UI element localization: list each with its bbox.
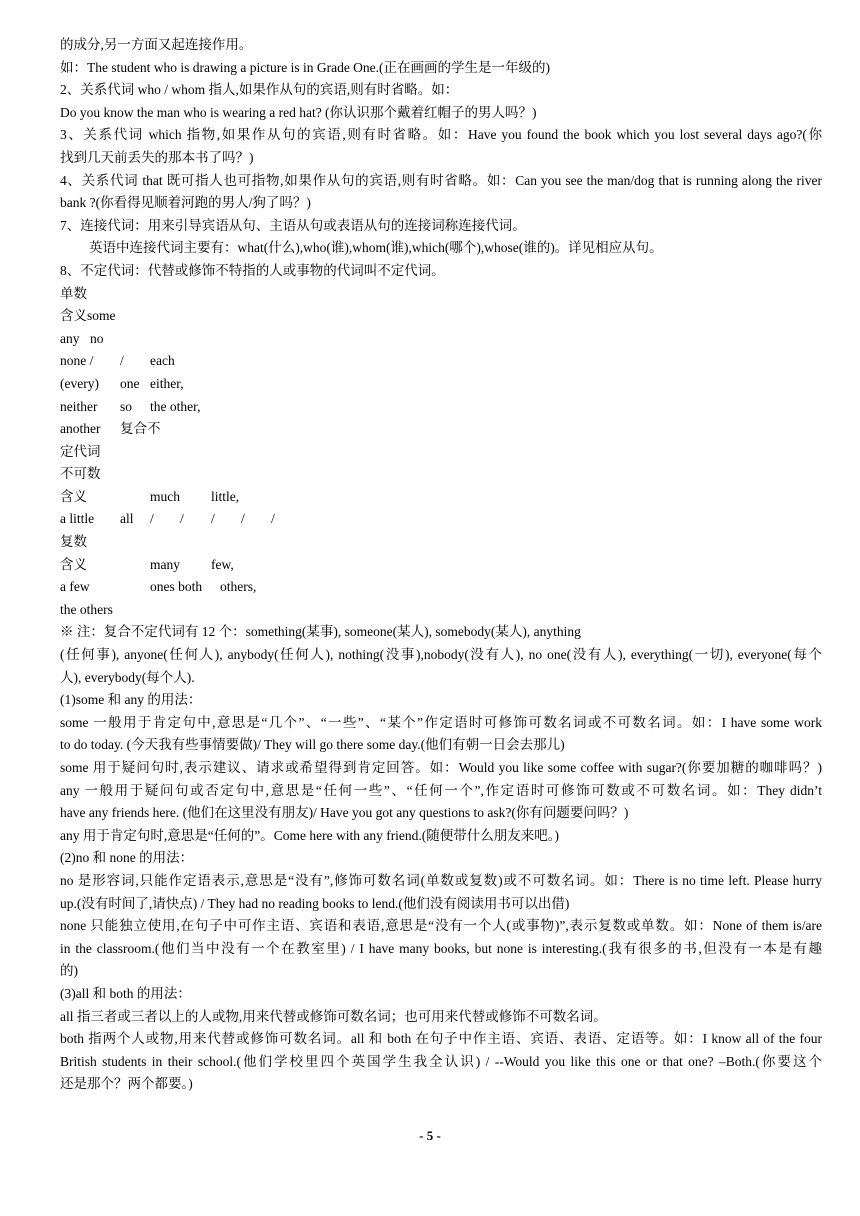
text-line: 4、关系代词 that 既可指人也可指物,如果作从句的宾语,则有时省略。如：Can you see the man/dog that is running along the river [60, 172, 822, 188]
table-cell: ones both [150, 579, 203, 595]
table-cell: none / [60, 353, 94, 369]
table-cell: many [150, 556, 180, 572]
table-cell: another [60, 421, 101, 437]
text-line: 人), everybody(每个人). [60, 669, 195, 685]
text-line: to do today. (今天我有些事情要做)/ They will go there some day.(他们有朝一日会去那儿) [60, 737, 565, 753]
text-line: ※ 注：复合不定代词有 12 个：something(某事), someone(某人), somebody(某人), anything [60, 624, 581, 640]
table-cell: much [150, 488, 180, 504]
table-cell: each [150, 353, 175, 369]
text-line: (任何事), anyone(任何人), anybody(任何人), nothing(没事),nobody(没有人), no one(没有人), everything(一切), everyone(每个 [60, 647, 822, 663]
text-line: 的成分,另一方面又起连接作用。 [60, 37, 253, 52]
table-row: 含义some [60, 308, 116, 324]
table-cell: 复合不 [120, 421, 161, 437]
text-line: 英语中连接代词主要有：what(什么),who(谁),whom(谁),which(哪个),whose(谁的)。详见相应从句。 [89, 240, 663, 256]
table-cell: 含义 [60, 488, 87, 504]
text-line: 如：The student who is drawing a picture is in Grade One.(正在画画的学生是一年级的) [60, 59, 551, 75]
text-line: (2)no 和 none 的用法： [60, 850, 194, 866]
text-line: some 一般用于肯定句中,意思是“几个”、“一些”、“某个”作定语时可修饰可数名词或不可数名词。如：I have some work [60, 714, 822, 730]
text-line: all 指三者或三者以上的人或物,用来代替或修饰可数名词；也可用来代替或修饰不可数名词。 [60, 1008, 607, 1024]
table-cell: neither [60, 398, 98, 414]
table-cell: / [271, 511, 275, 527]
document-page [60, 34, 822, 1096]
text-line: 7、连接代词：用来引导宾语从句、主语从句或表语从句的连接词称连接代词。 [60, 217, 526, 233]
text-line: bank ?(你看得见顺着河跑的男人/狗了吗？) [60, 195, 311, 211]
table-cell: few, [211, 556, 234, 572]
table-cell: all [120, 511, 134, 527]
text-line: 的) [60, 963, 78, 979]
text-line: Do you know the man who is wearing a red hat? (你认识那个戴着红帽子的男人吗？) [60, 104, 537, 120]
pronoun-table [60, 283, 822, 622]
text-line: none 只能独立使用,在句子中可作主语、宾语和表语,意思是“没有一个人(或事物)”,表示复数或单数。如：None of them is/are [60, 918, 822, 934]
table-cell: one [120, 375, 140, 391]
table-cell: 含义 [60, 556, 87, 572]
table-cell: others, [220, 579, 257, 595]
table-row [60, 576, 822, 599]
table-row [60, 328, 822, 351]
table-row: 复数 [60, 534, 87, 550]
text-line: some 用于疑问句时,表示建议、请求或希望得到肯定回答。如：Would you like some coffee with sugar?(你要加糖的咖啡吗？) [60, 760, 822, 775]
table-row [60, 554, 822, 577]
table-cell: (every) [60, 375, 99, 391]
table-cell: the other, [150, 398, 201, 414]
text-line: have any friends here. (他们在这里没有朋友)/ Have you got any questions to ask?(你有问题要问吗？) [60, 805, 629, 821]
text-line: British students in their school.(他们学校里四个英国学生我全认识) / --Would you like this one or that one? –Both.(你要这个 [60, 1053, 822, 1069]
text-line: 2、关系代词 who / whom 指人,如果作从句的宾语,则有时省略。如： [60, 82, 459, 98]
text-line: (3)all 和 both 的用法： [60, 985, 191, 1001]
table-row [60, 508, 822, 531]
text-line: (1)some 和 any 的用法： [60, 692, 202, 708]
table-row [60, 373, 822, 396]
text-line: both 指两个人或物,用来代替或修饰可数名词。all 和 both 在句子中作主语、宾语、表语、定语等。如：I know all of the four [60, 1031, 822, 1047]
text-line: 8、不定代词：代替或修饰不特指的人或事物的代词叫不定代词。 [60, 262, 445, 278]
page-number: - 5 - [419, 1128, 441, 1143]
text-line: any 一般用于疑问句或否定句中,意思是“任何一些”、“任何一个”,作定语时可修饰可数或不可数名词。如：They didn’t [60, 782, 822, 798]
text-line: up.(没有时间了,请快点) / They had no reading books to lend.(他们没有阅读用书可以出借) [60, 895, 570, 911]
table-cell: a few [60, 579, 90, 595]
table-row [60, 350, 822, 373]
text-line: 3、关系代词 which 指物,如果作从句的宾语,则有时省略。如：Have you found the book which you lost several days ago?(你 [60, 127, 822, 143]
table-row [60, 486, 822, 509]
table-cell: / [241, 511, 245, 527]
table-row: 不可数 [60, 466, 101, 482]
table-cell: any [60, 330, 80, 346]
table-cell: a little [60, 511, 95, 527]
table-cell: / [180, 511, 184, 527]
table-cell: so [120, 398, 133, 414]
text-line: any 用于肯定句时,意思是“任何的”。Come here with any friend.(随便带什么朋友来吧。) [60, 827, 560, 843]
table-cell: little, [211, 488, 240, 504]
text-line: 还是那个？两个都要。) [60, 1076, 193, 1092]
text-line: 找到几天前丢失的那本书了吗？) [60, 149, 254, 165]
table-cell: either, [150, 375, 184, 391]
table-cell: no [90, 330, 104, 346]
table-cell: / [120, 353, 124, 369]
text-line: in the classroom.(他们当中没有一个在教室里) / I have many books, but none is interesting.(我有很多的书,但没有一本是有趣 [60, 940, 822, 956]
table-cell: / [211, 511, 215, 527]
text-line: no 是形容词,只能作定语表示,意思是“没有”,修饰可数名词(单数或复数)或不可数名词。如：There is no time left. Please hurry [60, 872, 822, 888]
table-row: the others [60, 601, 113, 617]
table-cell: / [150, 511, 154, 527]
table-row [60, 418, 822, 441]
table-row [60, 396, 822, 419]
table-row: 单数 [60, 285, 87, 301]
table-row: 定代词 [60, 443, 101, 459]
